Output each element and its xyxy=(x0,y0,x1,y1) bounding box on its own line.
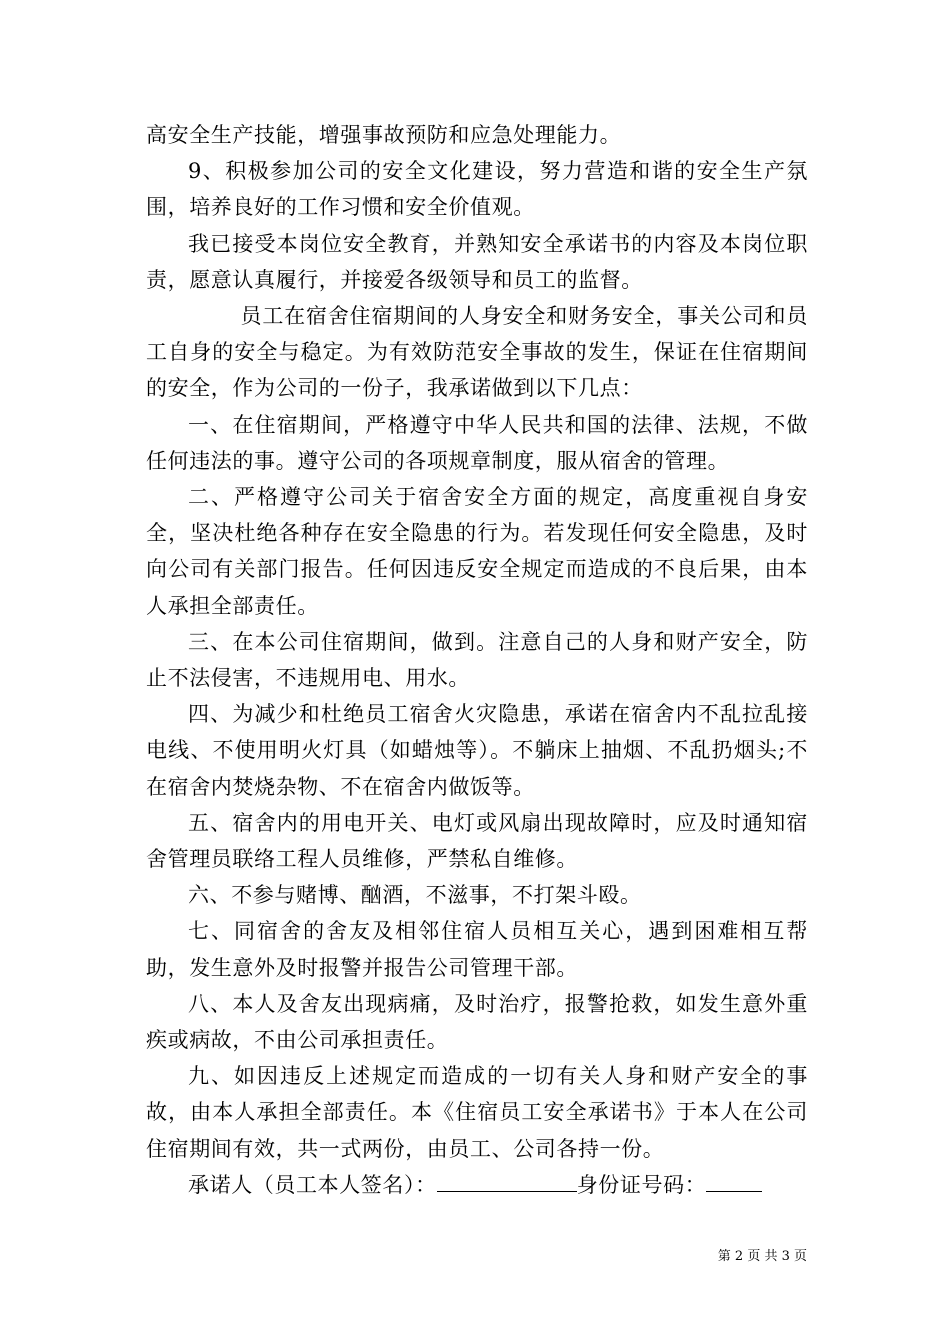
paragraph-dormitory-intro: 员工在宿舍住宿期间的人身安全和财务安全，事关公司和员工自身的安全与稳定。为有效防范安全事故的发生，保证在住宿期间的安全，作为公司的一份子，我承诺做到以下几点： xyxy=(146,304,808,401)
paragraph-acknowledgement: 我已接受本岗位安全教育，并熟知安全承诺书的内容及本岗位职责，愿意认真履行，并接爱各级领导和员工的监督。 xyxy=(146,231,808,292)
id-number-label: 身份证号码： xyxy=(576,1172,707,1197)
signature-label: 承诺人（员工本人签名）： xyxy=(188,1172,437,1197)
paragraph-rule-5: 五、宿舍内的用电开关、电灯或风扇出现故障时，应及时通知宿舍管理员联络工程人员维修，严禁私自维修。 xyxy=(146,810,808,872)
paragraph-item-9: 9、积极参加公司的安全文化建设，努力营造和谐的安全生产氛围，培养良好的工作习惯和安全价值观。 xyxy=(146,159,808,220)
paragraph-continuation: 高安全生产技能，增强事故预防和应急处理能力。 xyxy=(146,123,622,147)
paragraph-rule-7: 七、同宿舍的舍友及相邻住宿人员相互关心，遇到困难相互帮助，发生意外及时报警并报告公司管理干部。 xyxy=(146,919,808,980)
page-indicator: 第 2 页 共 3 页 xyxy=(717,1249,807,1264)
paragraph-rule-2: 二、严格遵守公司关于宿舍安全方面的规定，高度重视自身安全，坚决杜绝各种存在安全隐患的行为。若发现任何安全隐患，及时向公司有关部门报告。任何因违反安全规定而造成的不良后果，由本人承担全部责任。 xyxy=(146,485,808,618)
paragraph-rule-8: 八、本人及舍友出现病痛，及时治疗，报警抢救，如发生意外重疾或病故，不由公司承担责任。 xyxy=(146,991,808,1053)
paragraph-rule-4: 四、为减少和杜绝员工宿舍火灾隐患，承诺在宿舍内不乱拉乱接电线、不使用明火灯具（如蜡烛等）。不躺床上抽烟、不乱扔烟头;不在宿舍内焚烧杂物、不在宿舍内做饭等。 xyxy=(146,702,808,799)
document-body xyxy=(146,117,808,1203)
signature-blank[interactable] xyxy=(437,1171,577,1192)
paragraph-rule-1: 一、在住宿期间，严格遵守中华人民共和国的法律、法规，不做任何违法的事。遵守公司的各项规章制度，服从宿舍的管理。 xyxy=(146,412,808,473)
signature-line xyxy=(146,1167,808,1203)
id-number-blank[interactable] xyxy=(706,1171,762,1192)
paragraph-rule-9: 九、如因违反上述规定而造成的一切有关人身和财产安全的事故，由本人承担全部责任。本《住宿员工安全承诺书》于本人在公司住宿期间有效，共一式两份，由员工、公司各持一份。 xyxy=(146,1064,808,1161)
paragraph-rule-6: 六、不参与赌博、酗酒，不滋事，不打架斗殴。 xyxy=(188,883,642,908)
paragraph-rule-3: 三、在本公司住宿期间，做到。注意自己的人身和财产安全，防止不法侵害，不违规用电、用水。 xyxy=(146,629,808,691)
